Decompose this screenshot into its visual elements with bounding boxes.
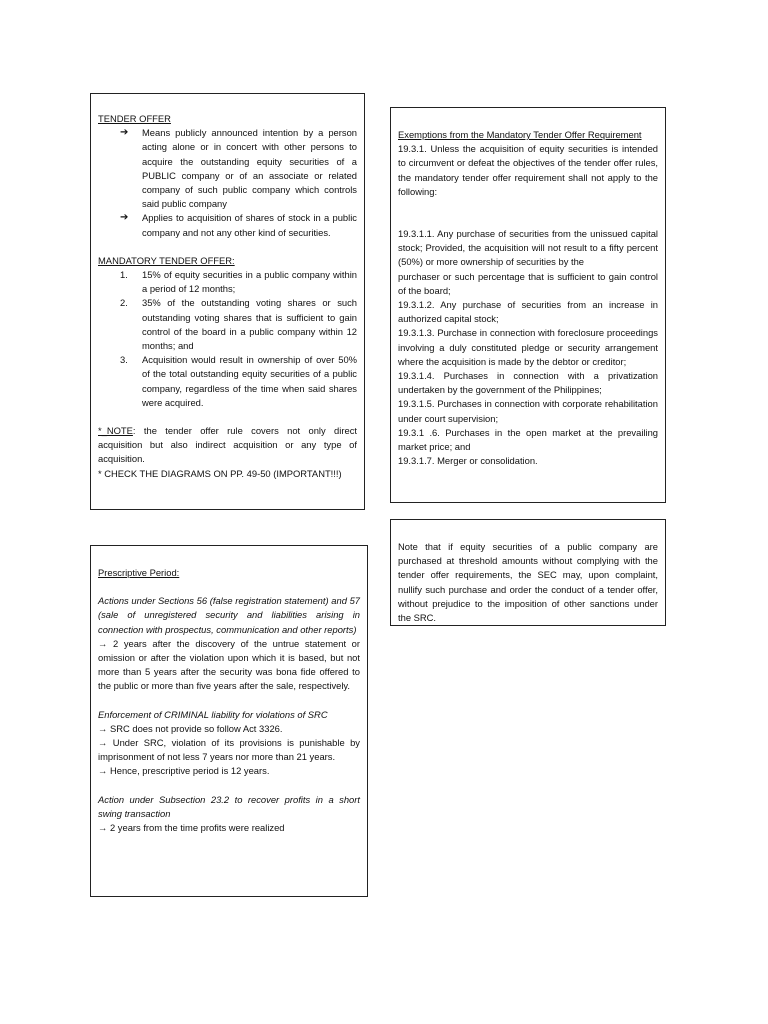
arrow-right-icon: ➔ [120,127,129,139]
exemptions-intro: 19.3.1. Unless the acquisition of equity securities is intended to circumvent or defeat the objectives of the tender offer rules, the mandatory tender offer requirement shall not apply to the following: [398,143,658,197]
exemption-item: purchaser or such percentage that is sufficient to gain control of the board; [398,270,658,296]
item-number: 3. [120,354,128,366]
note-label: *_NOTE [98,425,133,437]
check-diagrams-note: * CHECK THE DIAGRAMS ON PP. 49-50 (IMPORTANT!!!) [98,467,342,479]
section-text: → SRC does not provide so follow Act 3326. [98,722,283,734]
bullet-item [120,211,357,239]
sec-note-box [390,519,666,626]
exemption-item: 19.3.1.2. Any purchase of securities from an increase in authorized capital stock; [398,299,658,325]
arrow-right-icon: ➔ [120,212,129,224]
note-text: : the tender offer rule covers not only direct acquisition but also indirect acquisition or any type of acquisition. [98,425,357,465]
exemption-item: 19.3.1.1. Any purchase of securities from the unissued capital stock; Provided, the acquisition will not result to a fifty percent (50%) or more ownership of securities by the [398,228,658,268]
tender-offer-box [90,93,365,510]
section-text: → 2 years after the discovery of the untrue statement or omission or after the violation upon which it is based, but not more than 5 years after the security was bona fide offered to the public or more than five years after the sale, respectively. [98,637,360,692]
mandatory-tender-offer-title: MANDATORY TENDER OFFER: [98,254,235,266]
exemptions-title: Exemptions from the Mandatory Tender Offer Requirement [398,129,642,140]
note-paragraph [98,424,357,467]
section-text: → Hence, prescriptive period is 12 years. [98,765,270,777]
tender-offer-title: TENDER OFFER [98,113,171,124]
exemption-item: 19.3.1.4. Purchases in connection with a privatization undertaken by the government of the Philippines; [398,370,658,396]
section-heading: Enforcement of CRIMINAL liability for violations of SRC [98,708,328,720]
exemption-item: 19.3.1.7. Merger or consolidation. [398,455,538,467]
section-text: → Under SRC, violation of its provisions is punishable by imprisonment of not less 7 years nor more than 21 years. [98,737,360,763]
section-text: → 2 years from the time profits were realized [98,822,285,834]
exemption-item: 19.3.1.5. Purchases in connection with corporate rehabilitation under court supervision; [398,398,658,424]
list-item [120,353,357,410]
item-number: 2. [120,297,128,309]
exemption-item: 19.3.1.3. Purchase in connection with foreclosure proceedings involving a duly constituted pledge or security arrangement where the acquisition is made by the debtor or creditor; [398,327,658,367]
sec-note-text: Note that if equity securities of a public company are purchased at threshold amounts without complying with the tender offer requirements, the SEC may, upon complaint, nullify such purchase and order the conduct of a tender offer, without prejudice to the imposition of other sanctions under the SRC. [398,541,658,624]
exemption-item: 19.3.1 .6. Purchases in the open market at the prevailing market price; and [398,426,658,453]
item-text: 15% of equity securities in a public company within a period of 12 months; [142,269,357,295]
list-item [120,296,357,353]
prescriptive-period-box [90,545,368,897]
bullet-text: Means publicly announced intention by a person acting alone or in concert with other persons to acquire the outstanding equity securities of a PUBLIC company or of an associate or related company of such public company which controls said public company [142,127,357,210]
section-heading: Actions under Sections 56 (false registration statement) and 57 (sale of unregistered security and liabilities arising in connection with prospectus, communication and other reports) [98,595,360,635]
exemptions-box [390,107,666,503]
item-text: 35% of the outstanding voting shares or such outstanding voting shares that is sufficient to gain control of the board in a public company within 12 months; and [142,297,357,352]
bullet-item [120,126,357,211]
list-item [120,268,357,296]
section-heading: Action under Subsection 23.2 to recover profits in a short swing transaction [98,793,360,819]
item-number: 1. [120,269,128,281]
bullet-text: Applies to acquisition of shares of stock in a public company and not any other kind of securities. [142,212,357,238]
prescriptive-period-title: Prescriptive Period: [98,567,180,578]
item-text: Acquisition would result in ownership of over 50% of the total outstanding equity securities of a public company, regardless of the time when said shares were acquired. [142,354,357,408]
